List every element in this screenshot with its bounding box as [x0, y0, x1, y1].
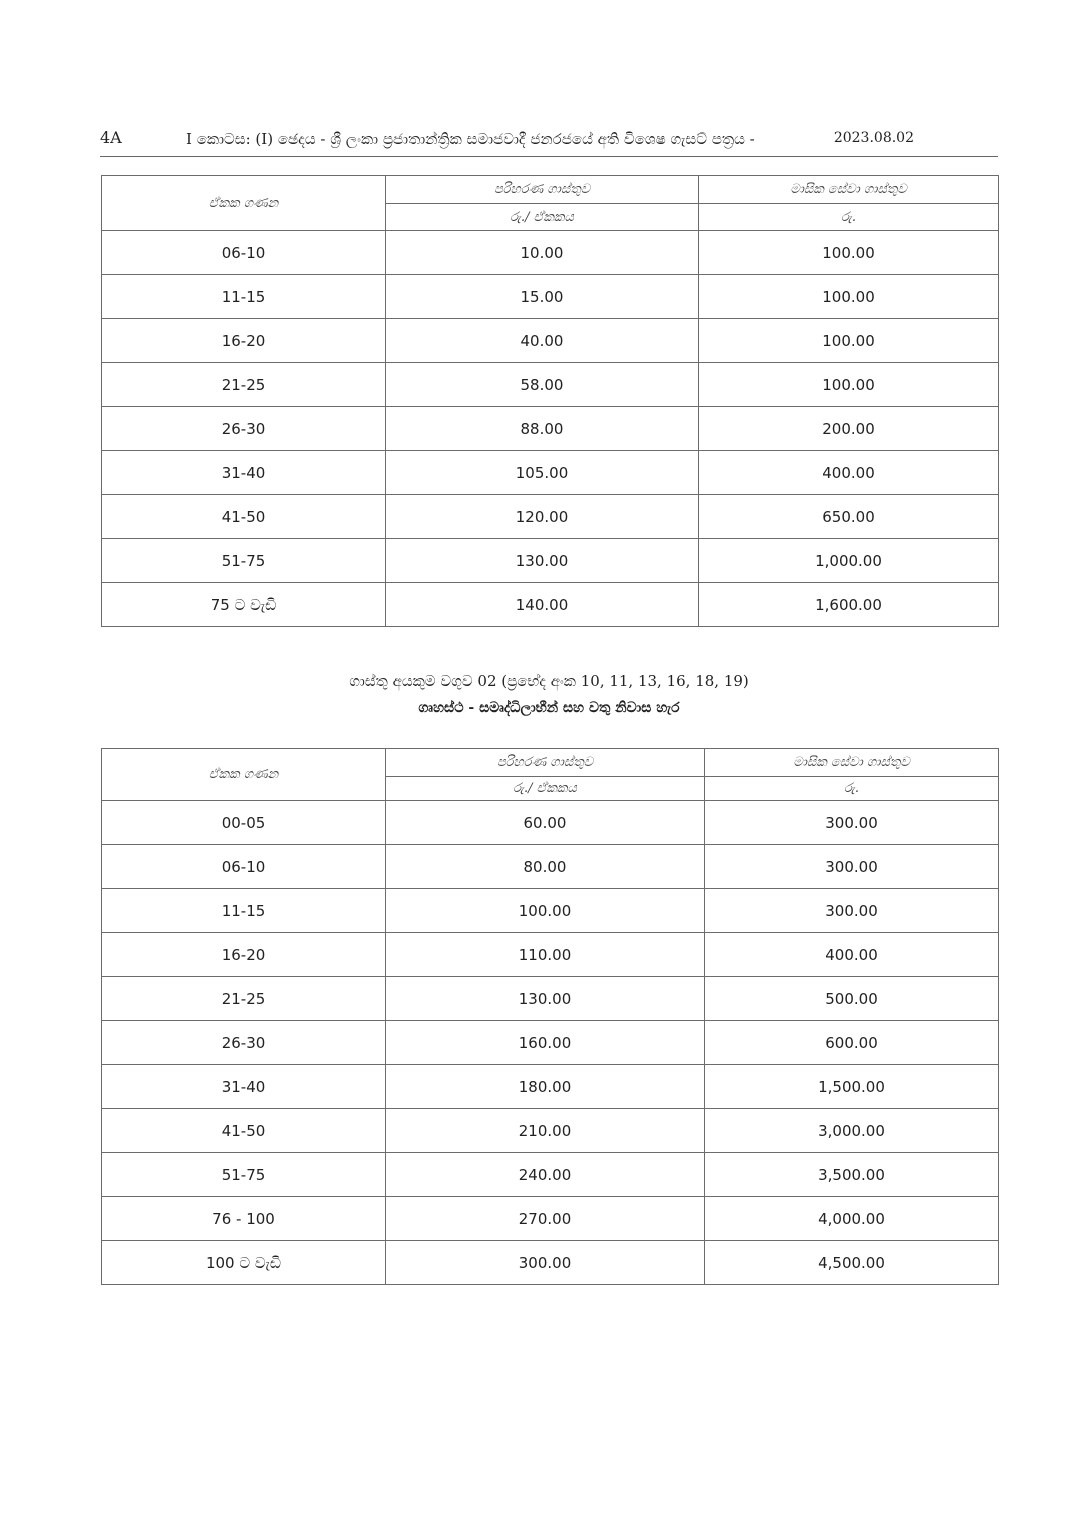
table-row [102, 363, 999, 407]
cell-usage-charge: 58.00 [386, 363, 699, 407]
cell-monthly-charge: 100.00 [699, 231, 999, 275]
cell-usage-charge: 300.00 [386, 1241, 705, 1285]
cell-monthly-charge: 100.00 [699, 319, 999, 363]
cell-units: 11-15 [102, 889, 386, 933]
col-header-usage-unit: රු./ ඒකකය [386, 777, 705, 801]
cell-monthly-charge: 600.00 [705, 1021, 999, 1065]
cell-monthly-charge: 400.00 [699, 451, 999, 495]
table-2-title: ගාස්තු අයකුම වගුව 02 (ප්‍රභේද අංක 10, 11, 13, 16, 18, 19) [349, 672, 749, 690]
cell-units: 75 ට වැඩි [102, 583, 386, 627]
col-header-monthly-charge: මාසික සේවා ගාස්තුව [699, 176, 999, 204]
col-header-usage-unit: රු./ ඒකකය [386, 204, 699, 231]
table-row [102, 801, 999, 845]
tariff-table-2 [101, 748, 999, 1285]
cell-monthly-charge: 300.00 [705, 845, 999, 889]
table-row [102, 495, 999, 539]
cell-units: 31-40 [102, 1065, 386, 1109]
table-row [102, 1197, 999, 1241]
col-header-units: ඒකක ගණන [102, 749, 386, 801]
table-row [102, 1065, 999, 1109]
table-row [102, 231, 999, 275]
table-2-subtitle: ගෘහස්ථ - සමෘද්ධිලාභීන් සහ වතු නිවාස හැර [418, 700, 680, 716]
cell-monthly-charge: 100.00 [699, 363, 999, 407]
table-row [102, 889, 999, 933]
col-header-monthly-charge: මාසික සේවා ගාස්තුව [705, 749, 999, 777]
cell-usage-charge: 80.00 [386, 845, 705, 889]
table-row [102, 845, 999, 889]
cell-units: 31-40 [102, 451, 386, 495]
table-row [102, 539, 999, 583]
gazette-title: I කොටස: (I) ඡෙදය - ශ්‍රී ලංකා ප්‍රජාතාන්ත්‍රික සමාජවාදී ජනරජයේ අති විශෙෂ ගැසට් පත්‍රය - [186, 130, 755, 148]
cell-monthly-charge: 400.00 [705, 933, 999, 977]
cell-units: 26-30 [102, 407, 386, 451]
col-header-monthly-unit: රු. [705, 777, 999, 801]
table-row [102, 451, 999, 495]
cell-units: 00-05 [102, 801, 386, 845]
cell-units: 51-75 [102, 539, 386, 583]
cell-usage-charge: 160.00 [386, 1021, 705, 1065]
cell-usage-charge: 10.00 [386, 231, 699, 275]
cell-monthly-charge: 200.00 [699, 407, 999, 451]
page-header [100, 126, 998, 157]
cell-units: 16-20 [102, 933, 386, 977]
cell-usage-charge: 270.00 [386, 1197, 705, 1241]
cell-monthly-charge: 300.00 [705, 801, 999, 845]
cell-units: 76 - 100 [102, 1197, 386, 1241]
col-header-monthly-unit: රු. [699, 204, 999, 231]
cell-monthly-charge: 3,500.00 [705, 1153, 999, 1197]
cell-usage-charge: 15.00 [386, 275, 699, 319]
col-header-usage-charge: පරිහරණ ගාස්තුව [386, 176, 699, 204]
cell-monthly-charge: 1,500.00 [705, 1065, 999, 1109]
col-header-units: ඒකක ගණන [102, 176, 386, 231]
cell-usage-charge: 40.00 [386, 319, 699, 363]
page-number: 4A [100, 128, 122, 147]
cell-units: 06-10 [102, 845, 386, 889]
tariff-table-1 [101, 175, 999, 627]
cell-usage-charge: 88.00 [386, 407, 699, 451]
gazette-date: 2023.08.02 [833, 130, 914, 146]
table-row [102, 407, 999, 451]
cell-units: 21-25 [102, 363, 386, 407]
cell-usage-charge: 105.00 [386, 451, 699, 495]
cell-monthly-charge: 650.00 [699, 495, 999, 539]
cell-monthly-charge: 4,500.00 [705, 1241, 999, 1285]
table-row [102, 977, 999, 1021]
cell-units: 21-25 [102, 977, 386, 1021]
table-row [102, 1153, 999, 1197]
cell-monthly-charge: 300.00 [705, 889, 999, 933]
col-header-usage-charge: පරිහරණ ගාස්තුව [386, 749, 705, 777]
cell-monthly-charge: 1,000.00 [699, 539, 999, 583]
cell-usage-charge: 140.00 [386, 583, 699, 627]
table-row [102, 933, 999, 977]
cell-usage-charge: 130.00 [386, 977, 705, 1021]
cell-usage-charge: 60.00 [386, 801, 705, 845]
cell-monthly-charge: 1,600.00 [699, 583, 999, 627]
cell-units: 41-50 [102, 1109, 386, 1153]
cell-monthly-charge: 100.00 [699, 275, 999, 319]
table-row [102, 319, 999, 363]
table-row [102, 1241, 999, 1285]
cell-usage-charge: 210.00 [386, 1109, 705, 1153]
cell-units: 06-10 [102, 231, 386, 275]
cell-usage-charge: 180.00 [386, 1065, 705, 1109]
table-row [102, 1021, 999, 1065]
cell-usage-charge: 240.00 [386, 1153, 705, 1197]
cell-units: 51-75 [102, 1153, 386, 1197]
cell-usage-charge: 120.00 [386, 495, 699, 539]
table-row [102, 583, 999, 627]
cell-units: 41-50 [102, 495, 386, 539]
cell-monthly-charge: 500.00 [705, 977, 999, 1021]
cell-monthly-charge: 4,000.00 [705, 1197, 999, 1241]
table-row [102, 275, 999, 319]
cell-units: 26-30 [102, 1021, 386, 1065]
cell-usage-charge: 130.00 [386, 539, 699, 583]
cell-units: 100 ට වැඩි [102, 1241, 386, 1285]
cell-usage-charge: 110.00 [386, 933, 705, 977]
cell-usage-charge: 100.00 [386, 889, 705, 933]
cell-units: 11-15 [102, 275, 386, 319]
cell-monthly-charge: 3,000.00 [705, 1109, 999, 1153]
cell-units: 16-20 [102, 319, 386, 363]
table-row [102, 1109, 999, 1153]
